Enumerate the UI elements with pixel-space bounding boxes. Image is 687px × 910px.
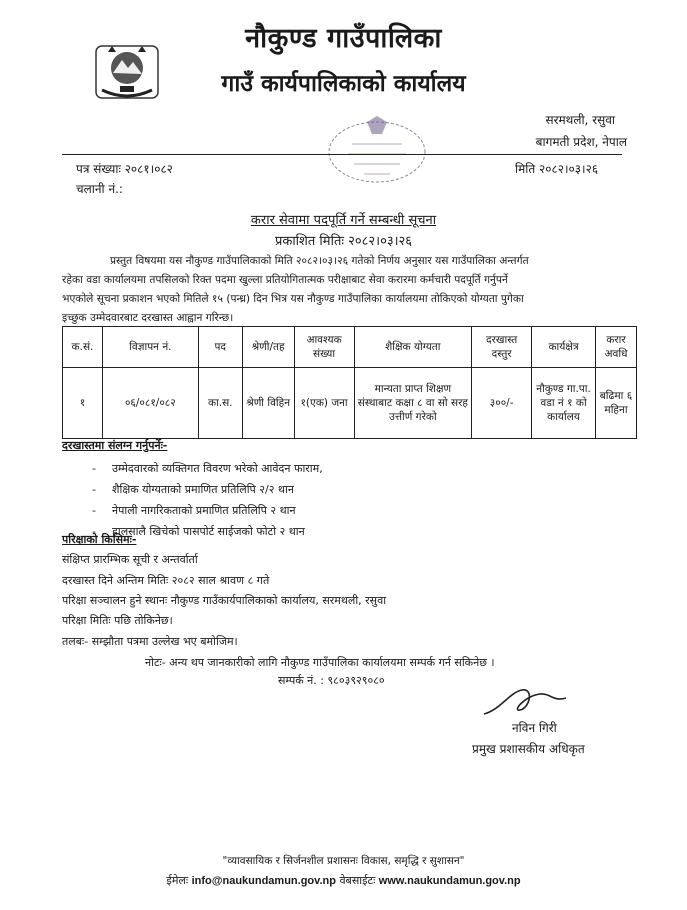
table-header-cell: कार्यक्षेत्र [532,327,596,368]
table-header-cell: क.सं. [63,327,103,368]
table-cell: का.स. [198,368,242,439]
table-header-row [63,327,637,368]
table-cell: १(एक) जना [294,368,354,439]
list-item: - उम्मेदवारको व्यक्तिगत विवरण भरेको आवेदन फाराम, [92,458,323,479]
table-cell: नौकुण्ड गा.पा. वडा नं १ को कार्यालय [532,368,596,439]
exam-date: परिक्षा मितिः पछि तोकिनेछ। [62,614,173,627]
salary-info: तलबः- सम्झौता पत्रमा उल्लेख भए बमोजिम। [62,635,238,648]
table-cell: श्रेणी विहिन [242,368,294,439]
signatory-title: प्रमुख प्रशासकीय अधिकृत [472,742,585,756]
notice-body-line: प्रस्तुत विषयमा यस नौकुण्ड गाउँपालिकाको मिति २०८२।०३।२६ गतेको निर्णय अनुसार यस गाउँपालिका अन्तर्गत [110,255,529,267]
table-header-cell: करार अवधि [595,327,636,368]
office-stamp [322,116,432,190]
list-item: - नेपाली नागरिकताको प्रमाणित प्रतिलिपि २ थान [92,500,323,521]
notice-body [62,252,637,328]
website-link[interactable]: www.naukundamun.gov.np [378,875,521,887]
office-title: गाउँ कार्यपालिकाको कार्यालय [221,71,466,97]
website-label: वेबसाईटः [339,874,376,887]
footer-contact [0,873,687,888]
table-header-cell: श्रेणी/तह [242,327,294,368]
notice-body-line: भएकोले सूचना प्रकाशन भएको मितिले १५ (पन्ध्र) दिन भित्र यस नौकुण्ड गाउँपालिका कार्यालयमा तोकिएको योग्यता पुगेका [62,293,524,305]
header-divider [62,154,622,155]
table-header-cell: विज्ञापन नं. [102,327,198,368]
documents-heading: दरखास्तमा संलग्न गर्नुपर्नेः- [62,439,168,452]
municipality-title: नौकुण्ड गाउँपालिका [245,23,442,54]
list-item: - हालसालै खिचेको पासपोर्ट साईजको फोटो २ थान [92,521,323,542]
table-cell: ०६/०८१/०८२ [102,368,198,439]
email-label: ईमेलः [166,874,189,887]
address-line-1: सरमथली, रसुवा [545,113,615,127]
letter-date: मिति २०८२।०३।२६ [515,162,599,176]
exam-venue: परिक्षा सञ्चालन हुने स्थानः नौकुण्ड गाउँकार्यपालिकाको कार्यालय, सरमथली, रसुवा [62,594,387,607]
table-header-cell: पद [198,327,242,368]
email-link[interactable]: info@naukundamun.gov.np [191,875,336,887]
list-item: - शैक्षिक योग्यताको प्रमाणित प्रतिलिपि २/२ थान [92,479,323,500]
published-date: प्रकाशित मितिः २०८२।०३।२६ [274,234,413,249]
footer-motto: "व्यावसायिक र सिर्जनशील प्रशासनः विकास, समृद्धि र सुशासन" [222,855,465,867]
table-cell: बढिमा ६ महिना [595,368,636,439]
dispatch-number: चलानी नं.: [76,182,123,196]
exam-type: संक्षिप्त प्रारम्भिक सूची र अन्तर्वार्ता [62,553,198,566]
note-text: नोटः- अन्य थप जानकारीको लागि नौकुण्ड गाउँपालिका कार्यालयमा सम्पर्क गर्न सकिनेछ । [145,656,495,669]
documents-list [92,458,323,542]
notice-body-line: इच्छुक उम्मेदवारबाट दरखास्त आह्वान गरिन्छ। [62,312,234,324]
table-cell: मान्यता प्राप्त शिक्षण संस्थाबाट कक्षा ८ वा सो सरह उत्तीर्ण गरेको [354,368,472,439]
address-line-2: बागमती प्रदेश, नेपाल [535,135,627,149]
contact-number: सम्पर्क नं. : ९८०३९२९०८० [278,674,385,687]
table-header-cell: शैक्षिक योग्यता [354,327,472,368]
table-row [63,368,637,439]
letter-number: पत्र संख्याः २०८१।०८२ [76,162,173,176]
table-header-cell: आवश्यक संख्या [294,327,354,368]
table-cell: १ [63,368,103,439]
table-header-cell: दरखास्त दस्तुर [472,327,532,368]
notice-heading: करार सेवामा पदपूर्ति गर्ने सम्बन्धी सूचना [250,213,437,228]
signatory-name: नविन गिरी [512,721,557,735]
exam-heading: परिक्षाको किसिमः- [62,533,137,546]
notice-body-line: रहेका वडा कार्यालयमा तपसिलको रिक्त पदमा खुल्ला प्रतियोगितात्मक परीक्षाबाट सेवा करारमा कर्मचारी पदपूर्ति गर्नुपर्ने [62,274,508,286]
signature-mark [480,684,570,720]
application-deadline: दरखास्त दिने अन्तिम मितिः २०८२ साल श्रावण ८ गते [62,574,270,587]
vacancy-table [62,326,637,439]
table-cell: ३००/- [472,368,532,439]
